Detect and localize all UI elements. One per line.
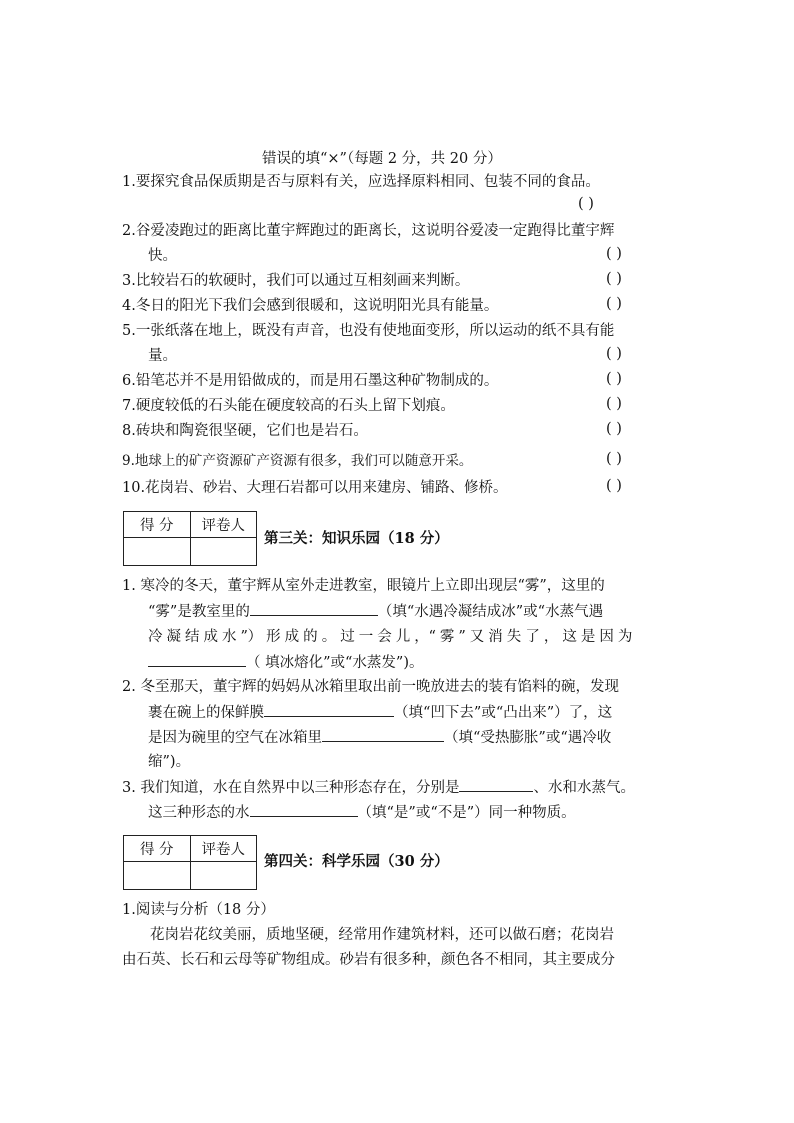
section4-title: 第四关：科学乐园（30 分） [264,853,449,870]
answer-paren-3[interactable]: ( ) [606,271,622,287]
s3-q3-text-a: 3. 我们知道，水在自然界中以三种形态存在，分别是 [122,780,460,796]
judge-item-7: 7.硬度较低的石头能在硬度较高的石头上留下划痕。 [122,398,455,414]
answer-blank-1[interactable] [250,601,378,616]
grader-cell[interactable] [190,538,257,566]
answer-paren-8[interactable]: ( ) [606,421,622,437]
answer-paren-4[interactable]: ( ) [606,296,622,312]
answer-paren-2[interactable]: ( ) [606,246,622,262]
answer-blank-6[interactable] [250,802,358,817]
s4-q1-title: 1.阅读与分析（18 分） [122,902,275,918]
judge-item-1: 1.要探究食品保质期是否与原料有关，应选择原料相同、包装不同的食品。 [122,174,600,190]
s3-q2-line4: 缩”)。 [148,754,191,770]
s3-q2-line3 [148,727,611,748]
judge-item-3: 3.比较岩石的软硬时，我们可以通过互相刻画来判断。 [122,273,470,289]
s3-q2-text-d: （填“受热膨胀”或“遇冷收 [444,730,612,746]
score-box-3 [123,511,257,566]
score-label: 得 分 [124,512,191,538]
grader-label: 评卷人 [190,836,257,862]
judge-item-4: 4.冬日的阳光下我们会感到很暖和，这说明阳光具有能量。 [122,298,499,314]
answer-blank-5[interactable] [459,777,533,792]
s3-q2-line2 [148,702,612,723]
answer-paren-7[interactable]: ( ) [606,396,622,412]
s3-q2-text-b: （填“凹下去”或“凸出来”）了，这 [394,705,613,721]
s3-q3-line2 [148,802,576,823]
s3-q3-text-b: 、水和水蒸气。 [533,780,635,796]
s3-q3-text-d: （填“是”或“不是”）同一种物质。 [357,805,576,821]
s3-q2-line1: 2. 冬至那天，董宇辉的妈妈从冰箱里取出前一晚放进去的装有馅料的碗，发现 [122,679,619,695]
answer-paren-1[interactable]: ( ) [578,196,594,212]
s3-q1-line1: 1. 寒冷的冬天，董宇辉从室外走进教室，眼镜片上立即出现层“雾”，这里的 [122,578,605,594]
judge-instruction: 错误的填“×”（每题 2 分，共 20 分） [262,151,502,167]
answer-blank-3[interactable] [264,702,394,717]
s3-q3-line1 [122,777,635,798]
s3-q1-text-a: “雾”是教室里的 [148,604,250,620]
score-cell[interactable] [124,862,191,890]
judge-item-2: 2.谷爱凌跑过的距离比董宇辉跑过的距离长，这说明谷爱凌一定跑得比董宇辉 [122,223,615,239]
judge-item-10: 10.花岗岩、砂岩、大理石岩都可以用来建房、铺路、修桥。 [122,480,508,496]
s3-q2-text-a: 裹在碗上的保鲜膜 [148,705,264,721]
grader-label: 评卷人 [190,512,257,538]
section3-title: 第三关：知识乐园（18 分） [264,530,449,547]
answer-blank-2[interactable] [148,652,246,667]
answer-paren-5[interactable]: ( ) [606,346,622,362]
grader-cell[interactable] [190,862,257,890]
s3-q2-text-c: 是因为碗里的空气在冰箱里 [148,730,322,746]
answer-paren-6[interactable]: ( ) [606,371,622,387]
score-box-4 [123,835,257,890]
judge-item-6: 6.铅笔芯并不是用铅做成的，而是用石墨这种矿物制成的。 [122,373,499,389]
judge-item-2-cont: 快。 [148,248,177,264]
s3-q1-line2 [148,601,603,622]
passage-line-1: 花岗岩花纹美丽，质地坚硬，经常用作建筑材料，还可以做石磨；花岗岩 [150,927,614,943]
passage-line-2: 由石英、长石和云母等矿物组成。砂岩有很多种，颜色各不相同，其主要成分 [122,952,615,968]
answer-paren-10[interactable]: ( ) [606,478,622,494]
answer-blank-4[interactable] [322,727,444,742]
s3-q1-line3: 冷 凝 结 成 水 ”） 形 成 的 。 过 一 会 儿 ，“ 雾 ” 又 消 失 了 ， 这 是 因 为 [148,629,633,645]
s3-q1-text-b: （填“水遇冷凝结成冰”或“水蒸气遇 [377,604,604,620]
judge-item-8: 8.砖块和陶瓷很坚硬，它们也是岩石。 [122,423,368,439]
s3-q1-line4 [148,652,424,673]
judge-item-9: 9.地球上的矿产资源矿产资源有很多，我们可以随意开采。 [122,453,473,469]
s3-q1-text-c: （ 填冰熔化”或“水蒸发”)。 [246,655,424,671]
score-label: 得 分 [124,836,191,862]
judge-item-5-cont: 量。 [148,348,177,364]
answer-paren-9[interactable]: ( ) [606,451,622,467]
s3-q3-text-c: 这三种形态的水 [148,805,250,821]
judge-item-5: 5.一张纸落在地上，既没有声音，也没有使地面变形，所以运动的纸不具有能 [122,323,615,339]
score-cell[interactable] [124,538,191,566]
